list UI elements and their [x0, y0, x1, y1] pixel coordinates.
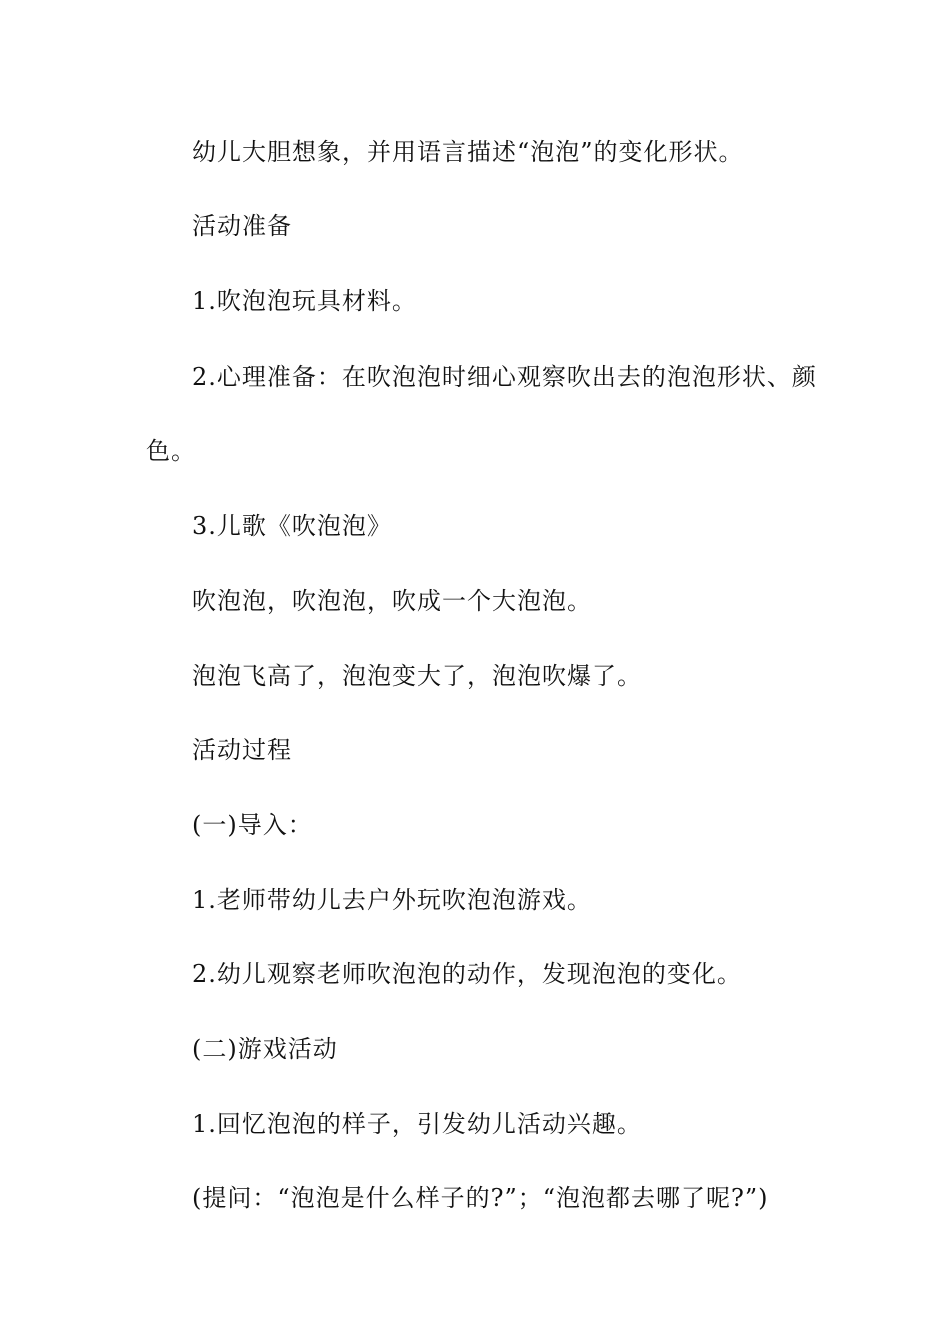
prep-item-3: 3.儿歌《吹泡泡》: [192, 512, 392, 540]
prep-item-2-continued: 色。: [146, 437, 196, 465]
prep-item-1: 1.吹泡泡玩具材料。: [192, 287, 417, 315]
paragraph-imagine-describe: 幼儿大胆想象，并用语言描述“泡泡”的变化形状。: [192, 138, 744, 166]
heading-activity-process: 活动过程: [192, 736, 292, 764]
heading-activity-preparation: 活动准备: [192, 212, 292, 240]
section-introduction: (一)导入：: [192, 811, 313, 839]
intro-item-2: 2.幼儿观察老师吹泡泡的动作，发现泡泡的变化。: [192, 960, 742, 988]
game-item-1: 1.回忆泡泡的样子，引发幼儿活动兴趣。: [192, 1110, 642, 1138]
song-line-1: 吹泡泡，吹泡泡，吹成一个大泡泡。: [192, 587, 592, 615]
intro-item-1: 1.老师带幼儿去户外玩吹泡泡游戏。: [192, 886, 592, 914]
song-line-2: 泡泡飞高了，泡泡变大了，泡泡吹爆了。: [192, 662, 642, 690]
prep-item-2: 2.心理准备：在吹泡泡时细心观察吹出去的泡泡形状、颜: [192, 363, 817, 391]
question-prompt: (提问：“泡泡是什么样子的?”；“泡泡都去哪了呢?”): [192, 1184, 769, 1212]
section-game-activity: (二)游戏活动: [192, 1035, 338, 1063]
